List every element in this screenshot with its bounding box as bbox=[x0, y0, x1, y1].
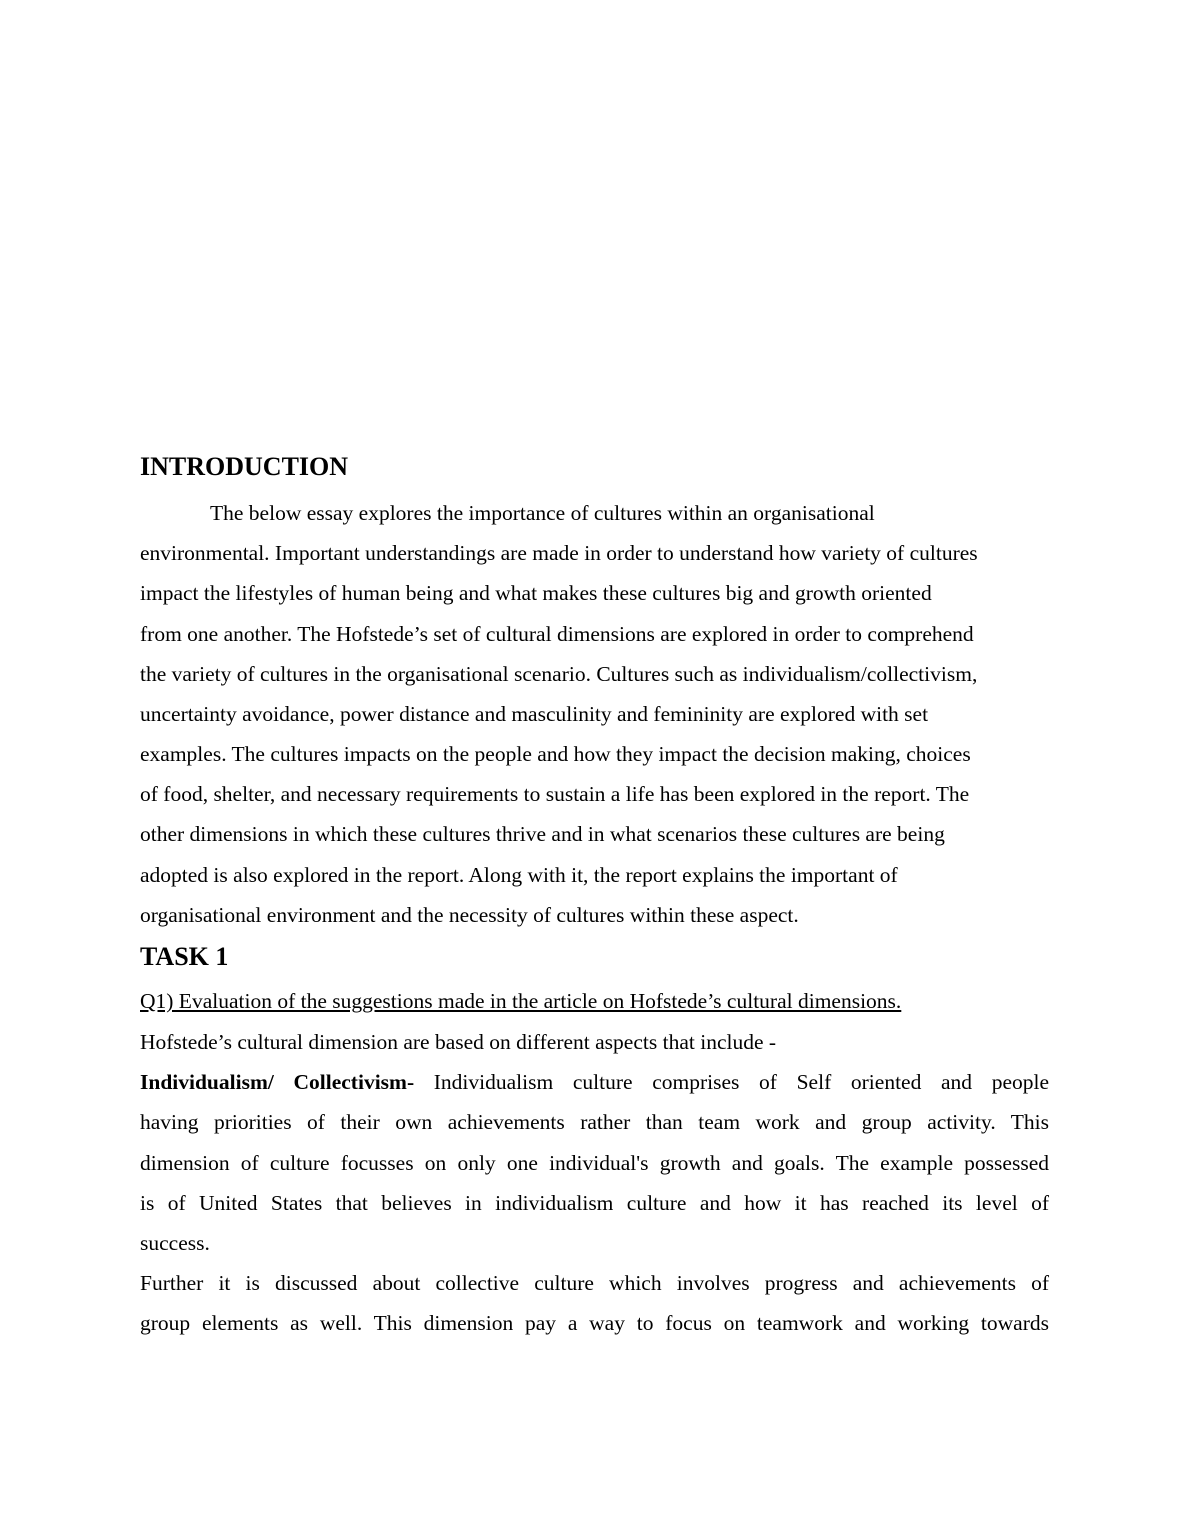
paragraph-line: environmental. Important understandings are made in order to understand how variety of cultures bbox=[140, 541, 978, 565]
paragraph-line: examples. The cultures impacts on the people and how they impact the decision making, choices bbox=[140, 742, 971, 766]
paragraph-line: The below essay explores the importance of cultures within an organisational bbox=[210, 501, 875, 525]
lead-sentence: Hofstede’s cultural dimension are based on different aspects that include - bbox=[140, 1030, 777, 1054]
paragraph-line: impact the lifestyles of human being and what makes these cultures big and growth oriented bbox=[140, 581, 932, 605]
question-heading: Q1) Evaluation of the suggestions made in the article on Hofstede’s cultural dimensions. bbox=[140, 989, 902, 1013]
paragraph-line: dimension of culture focusses on only one individual's growth and goals. The example possessed bbox=[140, 1151, 1049, 1175]
paragraph-line: adopted is also explored in the report. Along with it, the report explains the important of bbox=[140, 863, 898, 887]
paragraph-line: from one another. The Hofstede’s set of cultural dimensions are explored in order to comprehend bbox=[140, 622, 974, 646]
introduction-heading: INTRODUCTION bbox=[140, 452, 349, 481]
paragraph-line: success. bbox=[140, 1231, 210, 1255]
paragraph-line bbox=[140, 1069, 1049, 1095]
paragraph-line: organisational environment and the necessity of cultures within these aspect. bbox=[140, 903, 799, 927]
paragraph-line: the variety of cultures in the organisational scenario. Cultures such as individualism/collectivism, bbox=[140, 662, 978, 686]
paragraph-line: is of United States that believes in individualism culture and how it has reached its level of bbox=[140, 1191, 1049, 1215]
paragraph-line: having priorities of their own achievements rather than team work and group activity. This bbox=[140, 1110, 1049, 1134]
paragraph-line: of food, shelter, and necessary requirements to sustain a life has been explored in the report. The bbox=[140, 782, 970, 806]
paragraph-line: group elements as well. This dimension pay a way to focus on teamwork and working towards bbox=[140, 1311, 1049, 1335]
term-label: Individualism/ Collectivism- bbox=[140, 1070, 415, 1094]
paragraph-line: uncertainty avoidance, power distance and masculinity and femininity are explored with set bbox=[140, 702, 929, 726]
line-text: Individualism culture comprises of Self oriented and people bbox=[433, 1070, 1049, 1094]
paragraph-line: Further it is discussed about collective culture which involves progress and achievements of bbox=[140, 1271, 1049, 1295]
task1-heading: TASK 1 bbox=[140, 942, 229, 971]
paragraph-line: other dimensions in which these cultures thrive and in what scenarios these cultures are being bbox=[140, 822, 945, 846]
